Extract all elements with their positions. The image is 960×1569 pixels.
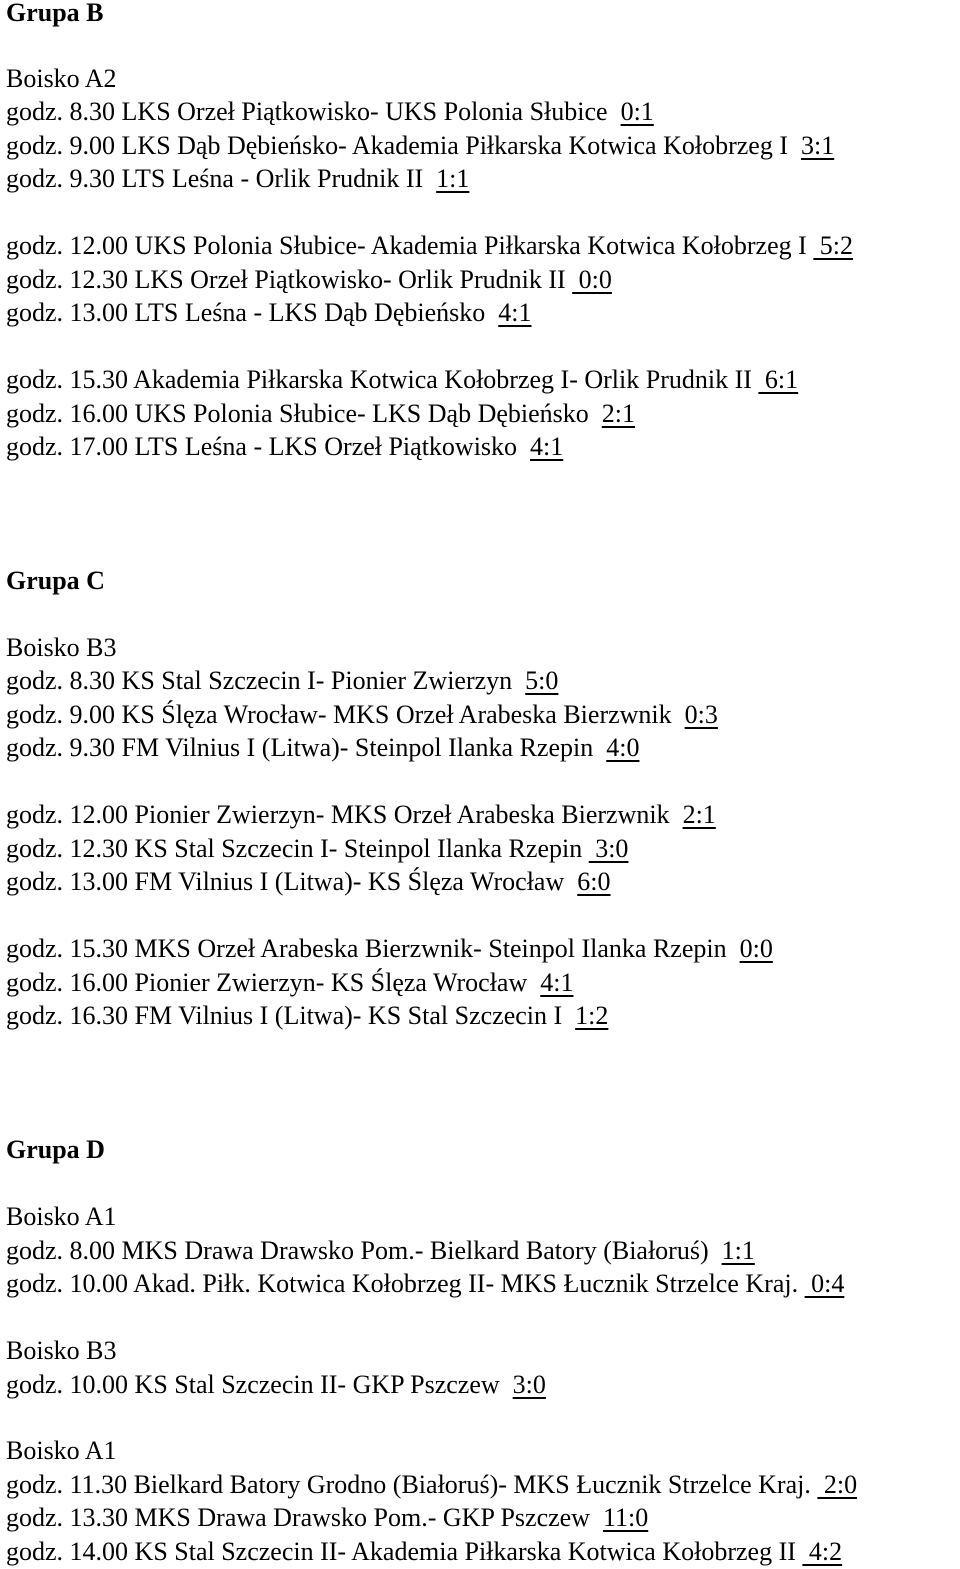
- match-line: [6, 1370, 546, 1402]
- match-text: godz. 13.30 MKS Drawa Drawsko Pom.- GKP Pszczew: [6, 1503, 603, 1532]
- match-text: godz. 12.30 KS Stal Szczecin I- Steinpol Ilanka Rzepin: [6, 834, 589, 863]
- match-line: [6, 800, 716, 832]
- match-score: 4:1: [498, 298, 532, 327]
- match-line: [6, 968, 573, 1000]
- match-line: [6, 265, 612, 297]
- match-score: 2:1: [682, 800, 716, 829]
- match-text: godz. 13.00 FM Vilnius I (Litwa)- KS Ślęza Wrocław: [6, 867, 578, 896]
- match-line: [6, 164, 469, 196]
- match-line: [6, 1503, 648, 1535]
- group-title: Grupa D: [6, 1135, 105, 1164]
- match-text: godz. 9.30 FM Vilnius I (Litwa)- Steinpol Ilanka Rzepin: [6, 733, 607, 762]
- field-label: Boisko A1: [6, 1436, 117, 1465]
- match-line: [6, 298, 531, 330]
- match-text: godz. 12.00 Pionier Zwierzyn- MKS Orzeł Arabeska Bierzwnik: [6, 800, 683, 829]
- match-text: godz. 8.00 MKS Drawa Drawsko Pom.- Bielkard Batory (Białoruś): [6, 1236, 722, 1265]
- field-label: Boisko B3: [6, 1336, 117, 1365]
- match-line: [6, 365, 798, 397]
- match-line: [6, 733, 639, 765]
- match-text: godz. 10.00 Akad. Piłk. Kotwica Kołobrzeg II- MKS Łucznik Strzelce Kraj.: [6, 1269, 805, 1298]
- match-line: [6, 131, 834, 163]
- field-label: Boisko A1: [6, 1202, 117, 1231]
- match-text: godz. 15.30 Akademia Piłkarska Kotwica Kołobrzeg I- Orlik Prudnik II: [6, 365, 759, 394]
- match-score: 4:1: [540, 968, 574, 997]
- match-text: godz. 9.00 KS Ślęza Wrocław- MKS Orzeł Arabeska Bierzwnik: [6, 700, 685, 729]
- field-label: Boisko B3: [6, 633, 117, 662]
- match-text: godz. 16.00 Pionier Zwierzyn- KS Ślęza Wrocław: [6, 968, 541, 997]
- match-line: [6, 867, 610, 899]
- match-text: godz. 8.30 LKS Orzeł Piątkowisko- UKS Polonia Słubice: [6, 97, 621, 126]
- field-label: Boisko A2: [6, 64, 117, 93]
- match-text: godz. 14.00 KS Stal Szczecin II- Akademia Piłkarska Kotwica Kołobrzeg II: [6, 1537, 803, 1566]
- match-score: 4:2: [802, 1537, 843, 1566]
- match-line: [6, 666, 558, 698]
- match-text: godz. 17.00 LTS Leśna - LKS Orzeł Piątkowisko: [6, 432, 531, 461]
- match-score: 0:4: [804, 1269, 845, 1298]
- match-score: 1:1: [721, 1236, 755, 1265]
- match-line: [6, 399, 635, 431]
- match-line: [6, 1001, 608, 1033]
- match-text: godz. 12.30 LKS Orzeł Piątkowisko- Orlik Prudnik II: [6, 265, 573, 294]
- match-line: [6, 1537, 842, 1569]
- match-line: [6, 231, 853, 263]
- match-score: 0:0: [572, 265, 612, 294]
- match-score: 2:0: [817, 1470, 858, 1499]
- match-text: godz. 9.00 LKS Dąb Dębieńsko- Akademia Piłkarska Kotwica Kołobrzeg I: [6, 131, 801, 160]
- group-title: Grupa C: [6, 566, 105, 595]
- match-score: 6:1: [758, 365, 799, 394]
- match-score: 0:0: [739, 934, 773, 963]
- match-line: [6, 1236, 755, 1268]
- match-text: godz. 11.30 Bielkard Batory Grodno (Białoruś)- MKS Łucznik Strzelce Kraj.: [6, 1470, 818, 1499]
- match-score: 0:1: [620, 97, 654, 126]
- match-score: 5:2: [813, 231, 854, 260]
- match-line: [6, 97, 654, 129]
- group-title: Grupa B: [6, 0, 104, 27]
- match-score: 3:0: [512, 1370, 546, 1399]
- match-line: [6, 432, 563, 464]
- match-score: 2:1: [601, 399, 636, 428]
- match-score: 5:0: [525, 666, 559, 695]
- match-line: [6, 1269, 844, 1301]
- match-score: 3:0: [588, 834, 629, 863]
- match-score: 0:3: [684, 700, 718, 729]
- match-score: 3:1: [800, 131, 835, 160]
- match-text: godz. 13.00 LTS Leśna - LKS Dąb Dębieńsko: [6, 298, 499, 327]
- match-text: godz. 16.30 FM Vilnius I (Litwa)- KS Stal Szczecin I: [6, 1001, 576, 1030]
- match-text: godz. 12.00 UKS Polonia Słubice- Akademia Piłkarska Kotwica Kołobrzeg I: [6, 231, 814, 260]
- match-line: [6, 700, 718, 732]
- match-text: godz. 16.00 UKS Polonia Słubice- LKS Dąb Dębieńsko: [6, 399, 602, 428]
- match-text: godz. 15.30 MKS Orzeł Arabeska Bierzwnik- Steinpol Ilanka Rzepin: [6, 934, 740, 963]
- match-score: 1:2: [575, 1001, 609, 1030]
- match-score: 4:1: [530, 432, 564, 461]
- match-text: godz. 10.00 KS Stal Szczecin II- GKP Pszczew: [6, 1370, 513, 1399]
- match-score: 1:1: [436, 164, 470, 193]
- match-score: 6:0: [577, 867, 611, 896]
- match-score: 4:0: [606, 733, 640, 762]
- match-line: [6, 934, 773, 966]
- match-line: [6, 834, 628, 866]
- match-line: [6, 1470, 857, 1502]
- match-text: godz. 9.30 LTS Leśna - Orlik Prudnik II: [6, 164, 437, 193]
- match-score: 11:0: [602, 1503, 649, 1532]
- match-text: godz. 8.30 KS Stal Szczecin I- Pionier Zwierzyn: [6, 666, 526, 695]
